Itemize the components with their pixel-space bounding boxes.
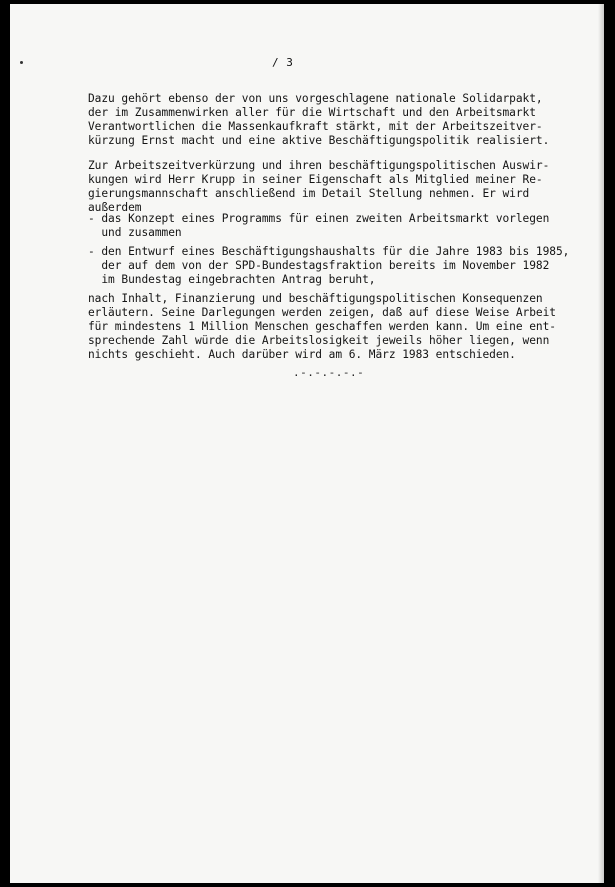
page-number: / 3 (272, 56, 294, 69)
paragraph-arbeitszeitverkuerzung: Zur Arbeitszeitverkürzung und ihren beschäftigungspolitischen Auswir- kungen wird Herr Krupp in seiner Eigenschaft als Mitglied meiner Re- gierungsmannschaft anschließend im Detail Stellung nehmen. Er wird außerdem (88, 159, 550, 214)
list-item-beschaeftigungshaushalt: - den Entwurf eines Beschäftigungshaushalts für die Jahre 1983 bis 1985, der auf dem von der SPD-Bundestagsfraktion bereits im November 1982 im Bundestag eingebrachten Antrag beruht, (88, 245, 570, 286)
end-divider: .-.-.-.-.- (293, 366, 365, 379)
document-page (10, 4, 604, 883)
paragraph-konsequenzen: nach Inhalt, Finanzierung und beschäftigungspolitischen Konsequenzen erläutern. Seine Darlegungen werden zeigen, daß auf diese Weise Arbeit für mindestens 1 Million Menschen geschaffen werden kann. Um eine ent- sprechende Zahl würde die Arbeitslosigkeit jeweils höher liegen, wenn nichts geschieht. Auch darüber wird am 6. März 1983 entschieden. (88, 292, 556, 361)
list-item-programm: - das Konzept eines Programms für einen zweiten Arbeitsmarkt vorlegen und zusammen (88, 212, 550, 239)
paragraph-solidarpakt: Dazu gehört ebenso der von uns vorgeschlagene nationale Solidarpakt, der im Zusammenwirken aller für die Wirtschaft und den Arbeitsmarkt Verantwortlichen die Massenkaufkraft stärkt, mit der Arbeitszeitver- kürzung Ernst macht und eine aktive Beschäftigungspolitik realisiert. (88, 92, 550, 147)
scan-speck (20, 61, 23, 64)
scan-edge-shadow (598, 4, 604, 883)
